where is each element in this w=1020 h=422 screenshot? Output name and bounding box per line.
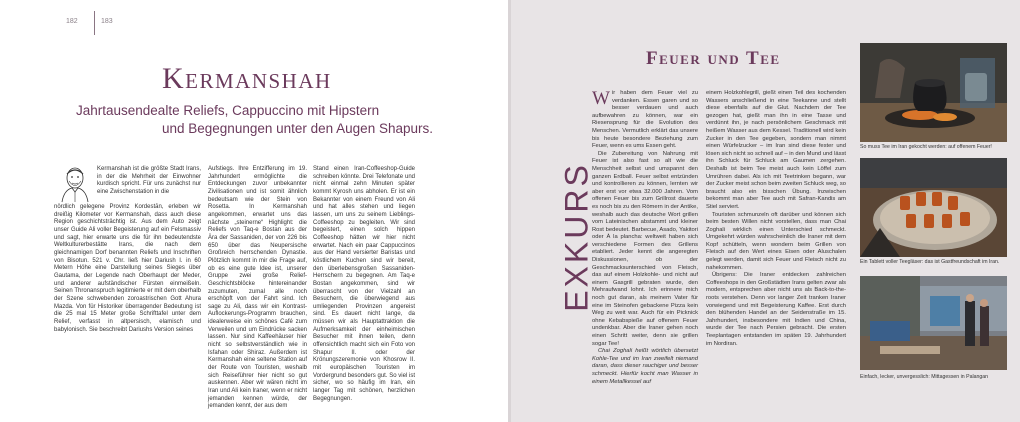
chapter-title: Kermanshah	[162, 62, 332, 95]
column-1-intro: Kermanshah ist die größte Stadt Irans, in der die Mehrheit der Einwohner kurdisch spricht. Für uns zunächst nur eine Zwischenstation in die	[97, 166, 201, 195]
column-1-body: nördlich gelegene Provinz Kordestān, erleben wir dreißig Kilometer vor Kermanshah, dass auch diese Region geschichtsträchtig ist. Aus dem Auto zeigt unser Guide Ali voller Begeisterung auf ein Felsmassiv und sagt, hier erwarte uns die für ihn bedeutendste Weltkulturerbestätte Irans, die nach dem gleichnamigen Dorf benannten Reliefs und Inschriften von Bisotun. 521 v. Chr. ließ hier Dariush I. in 60 Metern Höhe eine Darstellung seines Sieges über Gautama, der Legende nach Oberhaupt der Meder, und anderer aufständischer Fürsten einmeißeln. Seinen Thronanspruch legitimierte er mit dem oberhalb der Szene schwebenden zoroastrischen Gott Ahura Mazda. Von für Historiker überragender Bedeutung ist die 25 mal 15 Meter große Schrifttafel unter dem Relief, verfasst in altpersisch, elamisch und babylonisch. Sie beschreibt Dariushs Version seines	[54, 204, 201, 333]
exkurs-label	[557, 162, 597, 312]
column-2-body: Aufstiegs. Ihre Entzifferung im 19. Jahrhundert ermöglichte die Entdeckungen zuvor unbekannter Zivilisationen und ist somit ähnlich bedeutsam wie der Stein von Rosetta. In Kermanshah angekommen, erwartet uns das nächste „steinerne“ Highlight: die Reliefs von Taq-e Bostan aus der Ära der Sassaniden, der von 226 bis 650 über das Neupersische Großreich herrschenden Dynastie. Plötzlich kommt in mir die Frage auf, ob es eine gute Idee ist, unserer Gruppe zwei große Relief-Geschichtsblöcke hintereinander zuzumuten, zumal alle noch erschöpft von der Fahrt sind. Ich sage zu Ali, dass wir ein Kontrast-Auflockerungs-Programm brauchen, idealerweise ein schönes Café zum Verweilen und um Eindrücke sacken lassen. Nur sind Kaffeehäuser hier nicht so selbstverständlich wie in Isfahan oder Shiraz. Außerdem ist Kermanshah eine seltene Station auf der Route von Touristen, weshalb sich Reiseführer hier nicht so gut auskennen. Aber wir wären nicht im Iran und Ali kein Iraner, wenn er nicht jemanden kennen würde, der jemanden kennt, der aus dem	[208, 166, 307, 410]
paragraph-1	[592, 90, 698, 151]
drop-cap: W	[592, 88, 610, 109]
photo-caption-1: So muss Tee im Iran gekocht werden: auf offenem Feuer!	[860, 144, 992, 150]
author-portrait-icon	[58, 166, 92, 202]
photo-caption-3: Einfach, lecker, unvergesslich: Mittagessen in Palangan	[860, 374, 989, 380]
paragraph-4: einem Holzkohlegrill, gießt einen Teil des kochenden Wassers anschließend in eine Teekanne und stellt diese ebenfalls auf die Glut. Nachdem der Tee gezogen hat, gießt man ihn in eine Tasse und verdünnt ihn, je nach persönlichem Geschmack mit heißem Wasser aus dem Kessel. Traditionell wird kein Zucker in den Tee gegeben, sondern man nimmt einen Würfelzucker – im Iran sind diese fester und lösen sich nicht so schnell auf – in den Mund und lässt ihn Schluck für Schluck am Gaumen zergehen. Deshalb ist beim Tee meist auch kein Löffel zum Umrühren dabei. Als ich mit Teetrinken begann, war der Zucker meist schon beim zweiten Schluck weg, so braucht also ein bisschen Übung. Inzwischen bekommt man aber Tee auch mit Safran-Kandis am Stiel serviert.	[706, 90, 846, 210]
paragraph-1-text: ir haben dem Feuer viel zu verdanken. Essen garen und so besser verdauen und auch aufbewahren zu können, war ein Riesensprung für die Evolution des Menschen. Vermutlich erklärt das unsere bis heute besondere Beziehung zum Feuer, wenn es ums Essen geht.	[592, 90, 698, 150]
paragraph-6: Übrigens: Die Iraner entdecken zahlreichen Coffeeshops in den Großstädten Irans gelten zwar als modern, entsprechen aber nicht uns als Back-to-the-roots verstehen. Denn vor langer Zeit tranken Iraner vorwiegend und mit Begeisterung Kaffee. Erst durch den blühenden Handel an der Seidenstraße im 15. Jahrhundert, insbesondere mit Indien und China, wurde der Tee nach Persien gebracht. Die ersten Teeplantagen entstanden im späten 19. Jahrhundert im Nordiran.	[706, 272, 846, 347]
column-3-body: Stand einen Iran-Coffeeshop-Guide schreiben könnte. Drei Telefonate und nicht einmal zehn Minuten später kommt Kyrosh uns abholen. Er ist ein Bekannter von einem Freund von Ali und hat alles stehen und liegen lassen, um uns zu seinem Lieblings-Coffeeshop zu begleiten. Wir sind begeistert, einen solch hippen Coffeeshop hätten wir hier nicht erwartet. Nach ein paar Cappuccinos aus der Hand versierter Baristas und köstlichem Kuchen sind wir bereit, den überlebensgroßen Sassaniden-Herrschern zu begegnen. Am Taq-e Bostan angekommen, sind wir überrascht von der Vielzahl an Besuchern, die überwiegend aus umliegenden Provinzen angereist sind. Es dauert nicht lange, da müssen wir als Hauptattraktion die Aufmerksamkeit der einheimischen Besucher mit ihnen teilen, denn offensichtlich macht sich ein Foto von Shapur II. oder der Krönungszeremonie von Khosrow II. mit europäischen Touristen im Vordergrund besonders gut. So viel ist sicher, wo so häufig im Iran, ein langer Tag mit schönen, herzlichen Begegnungen.	[313, 166, 415, 402]
right-column-2	[706, 90, 846, 390]
photo-caption-2: Ein Tablett voller Teegläser: das ist Gastfreundschaft im Iran.	[860, 259, 1000, 265]
page-number-divider	[94, 11, 95, 35]
paragraph-3: Chai Zoghali heißt wörtlich übersetzt Kohle-Tee und im Iran zweifelt niemand daran, dass dieser rauchiger und besser schmeckt. Hierfür kocht man Wasser in einem Metallkessel auf	[592, 348, 698, 385]
sidebar-title: Feuer und Tee	[646, 48, 781, 69]
chapter-subtitle	[76, 102, 433, 138]
paragraph-5: Touristen schmunzeln oft darüber und können sich beim besten Willen nicht vorstellen, dass man Chai Zoghali wirklich einen Unterschied schmeckt. Umgekehrt würden wahrscheinlich die Iraner mit dem Kopf schütteln, wenn wondern beim Grillen von Fleisch auf den Wert eines Eisen oder Aluschalen gelegt werden, damit sich Feuer und Fleisch nicht zu nahekommen.	[706, 211, 846, 271]
subtitle-line-1: Jahrtausendealte Reliefs, Cappuccino mit Hipstern	[76, 103, 380, 118]
photo-tea-on-fire	[860, 43, 1007, 142]
right-column-1	[592, 90, 698, 390]
subtitle-line-2: und Begegnungen unter den Augen Shapurs.	[162, 121, 433, 136]
left-page	[0, 0, 508, 422]
photo-lunch-palangan	[860, 276, 1007, 370]
exkurs-label-text: EXKURS	[558, 162, 595, 312]
right-page	[511, 0, 1020, 422]
paragraph-2: Die Zubereitung von Nahrung mit Feuer ist also fast so alt wie die Menschheit selbst und umspannt den ganzen Erdball. Feuer selbst entzünden und kontrollieren zu können, lernten wir aber erst vor etwa 32.000 Jahren. Vom offenen Feuer bis zum Grillrost dauerte es noch bis zu den Römern in der Antike, weshalb auch das deutsche Wort grillen vom Lateinischen abstammt und kleiner Rost bedeutet. Barbecue, Asado, Yakitori oder À la plancha: weltweit haben sich verschiedene Formen des Grillens etabliert. Jeder kennt die angeregten Diskussionen, ob der Geschmacksunterschied von Fleisch, das auf einem Holzkohle- und nicht auf einem Gasgrill gebraten wurde, den Mehraufwand lohnt. Ich erinnere mich noch gut daran, als meinem Vater für eine im Steinofen gebackene Pizza kein Weg zu weit war. Auch für ein Picknick ohne Kebabspieße auf offenem Feuer undenkbar. Aber die Iraner gehen noch einen Schritt weiter, denn sie grillen sogar Tee!	[592, 150, 698, 347]
page-number-right: 183	[101, 18, 113, 25]
page-number-left: 182	[66, 18, 78, 25]
photo-tea-glasses-tray	[860, 158, 1007, 257]
